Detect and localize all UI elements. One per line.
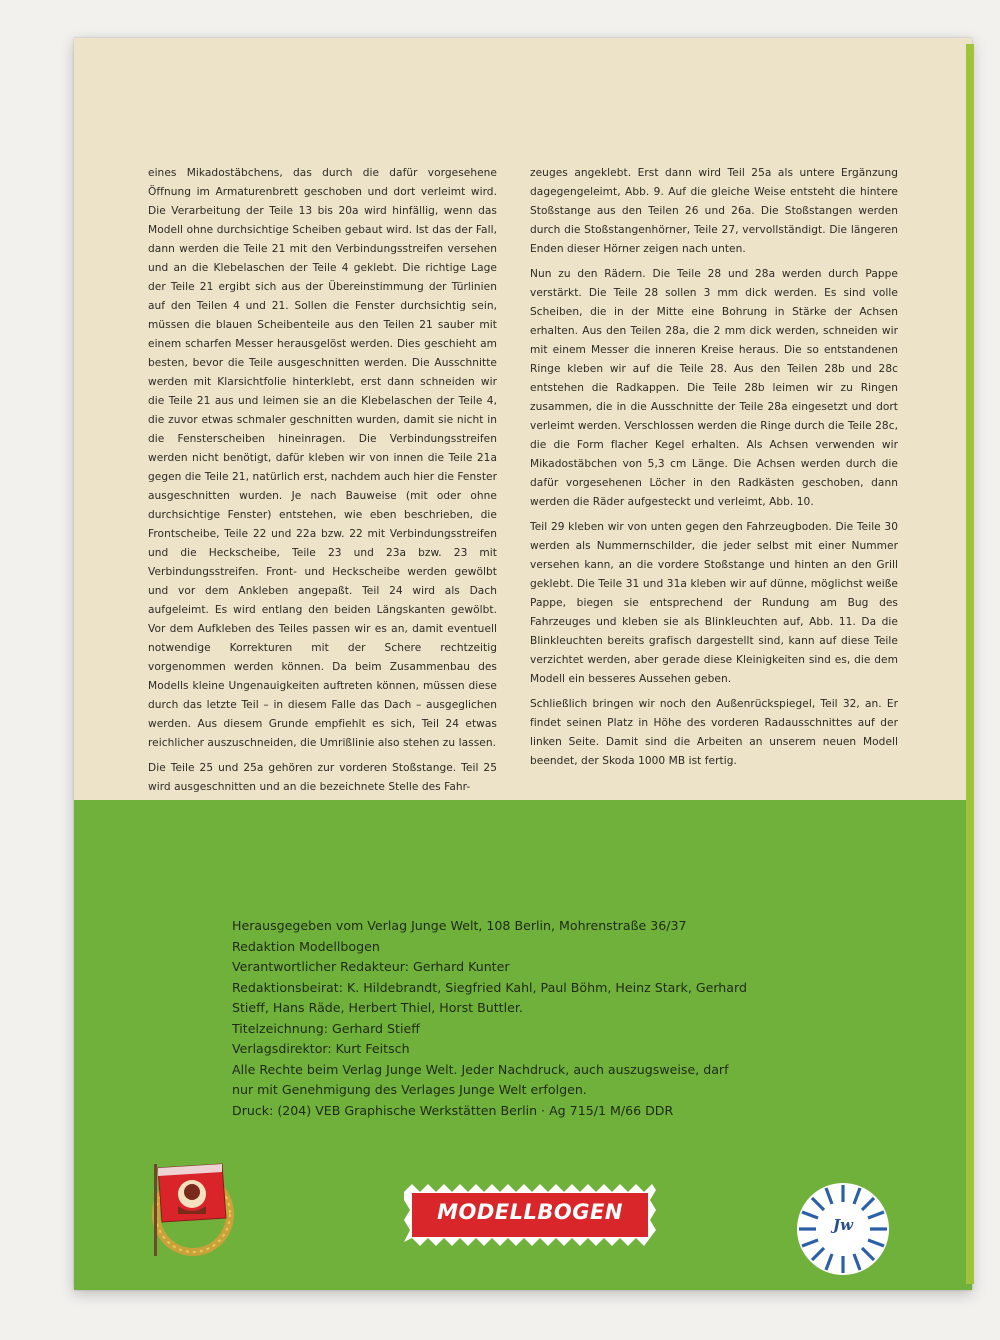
imprint-band	[74, 800, 972, 1290]
instruction-paragraph: Nun zu den Rädern. Die Teile 28 und 28a werden durch Pappe verstärkt. Die Teile 28 sollen 3 mm dick werden. Es sind volle Scheiben, die in der Mitte eine Bohrung in Stärke der Achsen erhalten. Aus den Teilen 28a, die 2 mm dick werden, schneiden wir mit einem Messer die inneren Kreise heraus. Die so entstandenen Ringe kleben wir auf die Teile 28. Aus den Teilen 28b und 28c entstehen die Radkappen. Die Teile 28b leimen wir zu Ringen zusammen, die in die Ausschnitte der Teile 28a eingesetzt und dort verleimt werden. Verschlossen werden die Ringe durch die Teile 28c, die die Form flacher Kegel erhalten. Als Achsen verwenden wir Mikadostäbchen von 5,3 cm Länge. Die Achsen werden durch die dafür vorgesehenen Löcher in den Radkästen geschoben, dann werden die Räder aufgesteckt und verleimt, Abb. 10.	[530, 268, 898, 508]
imprint-line: Redaktion Modellbogen	[232, 938, 380, 954]
imprint-line: Herausgegeben vom Verlag Junge Welt, 108 Berlin, Mohrenstraße 36/37	[232, 918, 687, 933]
imprint-line: Alle Rechte beim Verlag Junge Welt. Jeder Nachdruck, auch auszugsweise, darf	[232, 1061, 729, 1077]
imprint-line: Druck: (204) VEB Graphische Werkstätten Berlin · Ag 715/1 M/66 DDR	[232, 1102, 674, 1118]
instruction-paragraph: Schließlich bringen wir noch den Außenrückspiegel, Teil 32, an. Er findet seinen Platz in Höhe des vorderen Radausschnittes auf der linken Seite. Damit sind die Arbeiten an unserem neuen Modell beendet, der Skoda 1000 MB ist fertig.	[530, 698, 898, 767]
instructions-left-column	[148, 164, 497, 803]
imprint-line: Stieff, Hans Räde, Herbert Thiel, Horst Buttler.	[232, 1000, 523, 1015]
imprint-line: Titelzeichnung: Gerhard Stieff	[232, 1020, 420, 1036]
logo-text: MODELLBOGEN	[437, 1200, 623, 1224]
green-page-edge	[966, 44, 974, 1284]
instruction-paragraph: zeuges angeklebt. Erst dann wird Teil 25a als untere Ergänzung dagegengeleimt, Abb. 9. Auf die gleiche Weise entsteht die hintere Stoßstange aus den Teilen 26 und 26a. Die Stoßstangen werden durch die Stoßstangenhörner, Teile 27, vervollständigt. Die längeren Enden dieser Hörner zeigen nach unten.	[530, 167, 898, 255]
instruction-paragraph: Teil 29 kleben wir von unten gegen den Fahrzeugboden. Die Teile 30 werden als Nummernschilder, die jeder selbst mit einer Nummer versehen kann, an die vordere Stoßstange und hinten an den Grill geklebt. Die Teile 31 und 31a kleben wir auf dünne, möglichst weiße Pappe, biegen sie entsprechend der Rundung am Bug des Fahrzeuges und kleben sie als Blinkleuchten auf, Abb. 11. Da die Blinkleuchten bereits grafisch dargestellt sind, kann auf diese Teile verzichtet werden, aber gerade diese Kleinigkeiten sind es, die dem Modell ein besseres Aussehen geben.	[530, 521, 898, 685]
instruction-paragraph: eines Mikadostäbchens, das durch die dafür vorgesehene Öffnung im Armaturenbrett geschoben und dort verleimt wird. Die Verarbeitung der Teile 13 bis 20a wird hinfällig, wenn das Modell ohne durchsichtige Scheiben gebaut wird. Ist das der Fall, dann werden die Teile 21 mit den Verbindungsstreifen versehen und an die Klebelaschen der Teile 4 geklebt. Die richtige Lage der Teile 21 ergibt sich aus der Übereinstimmung der Türlinien auf den Teilen 4 und 21. Sollen die Fenster durchsichtig sein, müssen die blauen Scheibenteile aus den Teilen 21 sauber mit einem scharfen Messer herausgelöst werden. Dies geschieht am besten, bevor die Teile ausgeschnitten werden. Die Ausschnitte werden mit Klarsichtfolie hinterklebt, erst dann schneiden wir die Teile 21 aus und leimen sie an die Klebelaschen der Teile 4, die zuvor etwas schmaler geschnitten wurden, damit sie nicht in die Fensterscheiben hineinragen. Die Verbindungsstreifen werden nicht benötigt, dafür kleben wir von innen die Teile 21a gegen die Teile 21, natürlich erst, nachdem auch hier die Fenster ausgeschnitten wurden. Je nach Bauweise (mit oder ohne durchsichtige Fenster) entstehen, wie eben beschrieben, die Frontscheibe, Teile 22 und 22a bzw. 22 mit Verbindungsstreifen und die Heckscheibe, Teile 23 und 23a bzw. 23 mit Verbindungsstreifen. Front- und Heckscheibe werden gewölbt und vor dem Ankleben angepaßt. Teil 24 wird als Dach aufgeleimt. Es wird entlang den beiden Längskanten gewölbt. Vor dem Aufkleben des Teiles passen wir es an, damit eventuell notwendige Korrekturen mit der Schere rechtzeitig vorgenommen werden können. Da beim Zusammenbau des Modells kleine Ungenauigkeiten auftreten können, müssen diese durch das letzte Teil – in diesem Falle das Dach – ausgeglichen werden. Aus diesem Grunde empfiehlt es sich, Teil 24 etwas reichlicher auszuschneiden, die Umrißlinie also stehen zu lassen.	[148, 167, 497, 749]
booklet-back-cover	[74, 38, 972, 1290]
junge-welt-logo-icon	[796, 1182, 890, 1276]
imprint-line: nur mit Genehmigung des Verlages Junge Welt erfolgen.	[232, 1082, 587, 1097]
imprint-line: Verlagsdirektor: Kurt Feitsch	[232, 1041, 410, 1056]
imprint-line: Redaktionsbeirat: K. Hildebrandt, Siegfried Kahl, Paul Böhm, Heinz Stark, Gerhard	[232, 979, 747, 995]
instruction-paragraph: Die Teile 25 und 25a gehören zur vorderen Stoßstange. Teil 25 wird ausgeschnitten und an die bezeichnete Stelle des Fahr-	[148, 762, 497, 793]
modellbogen-logo	[404, 1184, 656, 1246]
imprint-text	[232, 916, 802, 1121]
imprint-line: Verantwortlicher Redakteur: Gerhard Kunter	[232, 959, 510, 974]
fdj-badge-icon	[148, 1158, 238, 1260]
instructions-right-column	[530, 164, 898, 777]
jw-text: Jw	[832, 1216, 853, 1234]
